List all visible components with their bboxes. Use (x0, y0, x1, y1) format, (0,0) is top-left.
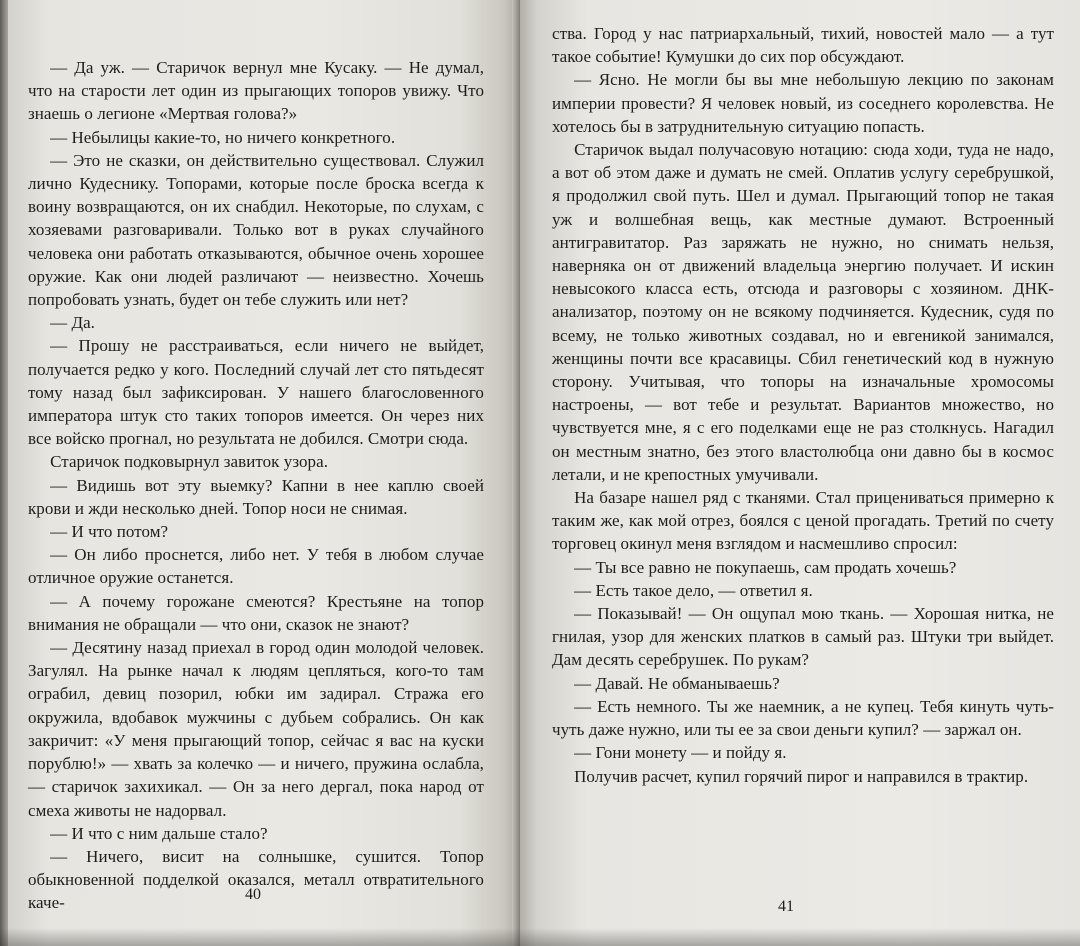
right-page-text (552, 22, 1054, 788)
paragraph: — Да уж. — Старичок вернул мне Кусаку. — Не думал, что на старости лет один из прыгающих топоров увижу. Что знаешь о легионе «Мертвая голова?» (28, 58, 484, 124)
paragraph-continued: ства. Город у нас патриархальный, тихий, новостей мало — а тут такое событие! Кумушки до сих пор обсуждают. (552, 24, 1054, 67)
paragraph: — И что потом? (50, 522, 169, 542)
left-page-text (28, 56, 484, 915)
paragraph: На базаре нашел ряд с тканями. Стал прицениваться примерно к таким же, как мой отрез, боялся с ценой прогадать. Третий по счету торговец окинул меня взглядом и насмешливо спросил: (552, 488, 1054, 554)
paragraph: Старичок подковырнул завиток узора. (50, 452, 328, 472)
paragraph: — И что с ним дальше стало? (50, 823, 268, 843)
paragraph: — Видишь вот эту выемку? Капни в нее каплю своей крови и жди несколько дней. Топор носи не снимая. (28, 475, 484, 518)
right-page (520, 0, 1080, 946)
paragraph: — Давай. Не обманываешь? (574, 673, 780, 693)
paragraph: — Это не сказки, он действительно существовал. Служил лично Кудеснику. Топорами, которые после броска всегда к воину возвращаются, он их снабдил. Некоторые, по слухам, с хозяевами разговаривали. Только вот в руках случайного человека они работать отказываются, обычное очень хорошее оружие. Как они людей различают — неизвестно. Хочешь попробовать узнать, будет он тебе служить или нет? (28, 150, 484, 310)
paragraph: — Есть такое дело, — ответил я. (574, 580, 813, 600)
page-bottom-shadow (0, 928, 1080, 946)
paragraph: — Показывай! — Он ощупал мою ткань. — Хорошая нитка, не гнилая, узор для женских платков в самый раз. Штуки три выйдет. Дам десять серебрушек. По рукам? (552, 604, 1054, 670)
paragraph: — Прошу не расстраиваться, если ничего не выйдет, получается редко у кого. Последний случай лет сто пятьдесят тому назад был зафиксирован. У нашего благословенного императора штук сто таких топоров имеется. Он через них все войско прогнал, но результата не добился. Смотри сюда. (28, 336, 484, 449)
paragraph: Старичок выдал получасовую нотацию: сюда ходи, туда не надо, а вот об этом даже и думать не смей. Оплатив услугу серебрушкой, я продолжил свой путь. Шел и думал. Прыгающий топор не такая уж и волшебная вещь, как местные думают. Встроенный антигравитатор. Раз заряжать не нужно, но снимать нельзя, наверняка он от движений владельца энергию получает. И искин невысокого класса есть, отсюда и разговоры с хозяином. ДНК-анализатор, поэтому он не всякому подчиняется. Кудесник, судя по всему, не только животных создавал, но и евгеникой занимался, женщины почти все красавицы. Сбил генетический код в нужную сторону. Учитывая, что топоры на изначальные хромосомы настроены, — вот тебе и результат. Вариантов множество, но чувствуется мне, я с его поделками еще не раз столкнусь. Нагадил он местным знатно, без этого властолюбца они давно бы в космос летали, и не крепостных умучивали. (552, 140, 1054, 484)
paragraph: — Ничего, висит на солнышке, сушится. Топор обыкновенной подделкой оказался, металл отвратительного каче- (28, 846, 484, 913)
paragraph: Получив расчет, купил горячий пирог и направился в трактир. (574, 766, 1029, 786)
left-page (8, 0, 520, 946)
paragraph: — Ты все равно не покупаешь, сам продать хочешь? (574, 557, 957, 577)
page-number: 41 (778, 898, 794, 915)
paragraph: — Гони монету — и пойду я. (574, 743, 787, 763)
paragraph: — Десятину назад приехал в город один молодой человек. Загулял. На рынке начал к людям цепляться, кого-то там ограбил, девиц позорил, юбки им задирал. Стража его окружила, вдобавок мужчины с дубьем собрались. Он как закричит: «У меня прыгающий топор, сейчас я вас на куски порублю!» — хвать за колечко — и ничего, пружина ослабла, — старичок захихикал. — Он за него дергал, пока народ от смеха животы не надорвал. (28, 638, 484, 820)
paragraph: — Ясно. Не могли бы вы мне небольшую лекцию по законам империи провести? Я человек новый, из соседнего королевства. Не хотелось бы в затруднительную ситуацию попасть. (552, 70, 1054, 136)
paragraph: — Да. (50, 313, 95, 333)
paragraph: — Он либо проснется, либо нет. У тебя в любом случае отличное оружие останется. (28, 545, 484, 588)
paragraph: — А почему горожане смеются? Крестьяне на топор внимания не обращали — что они, сказок не знают? (28, 591, 484, 634)
page-number: 40 (245, 886, 261, 903)
paragraph: — Есть немного. Ты же наемник, а не купец. Тебя кинуть чуть-чуть даже нужно, или ты ее за свои деньги купил? — заржал он. (552, 696, 1054, 740)
paragraph: — Небылицы какие-то, но ничего конкретного. (50, 127, 396, 147)
